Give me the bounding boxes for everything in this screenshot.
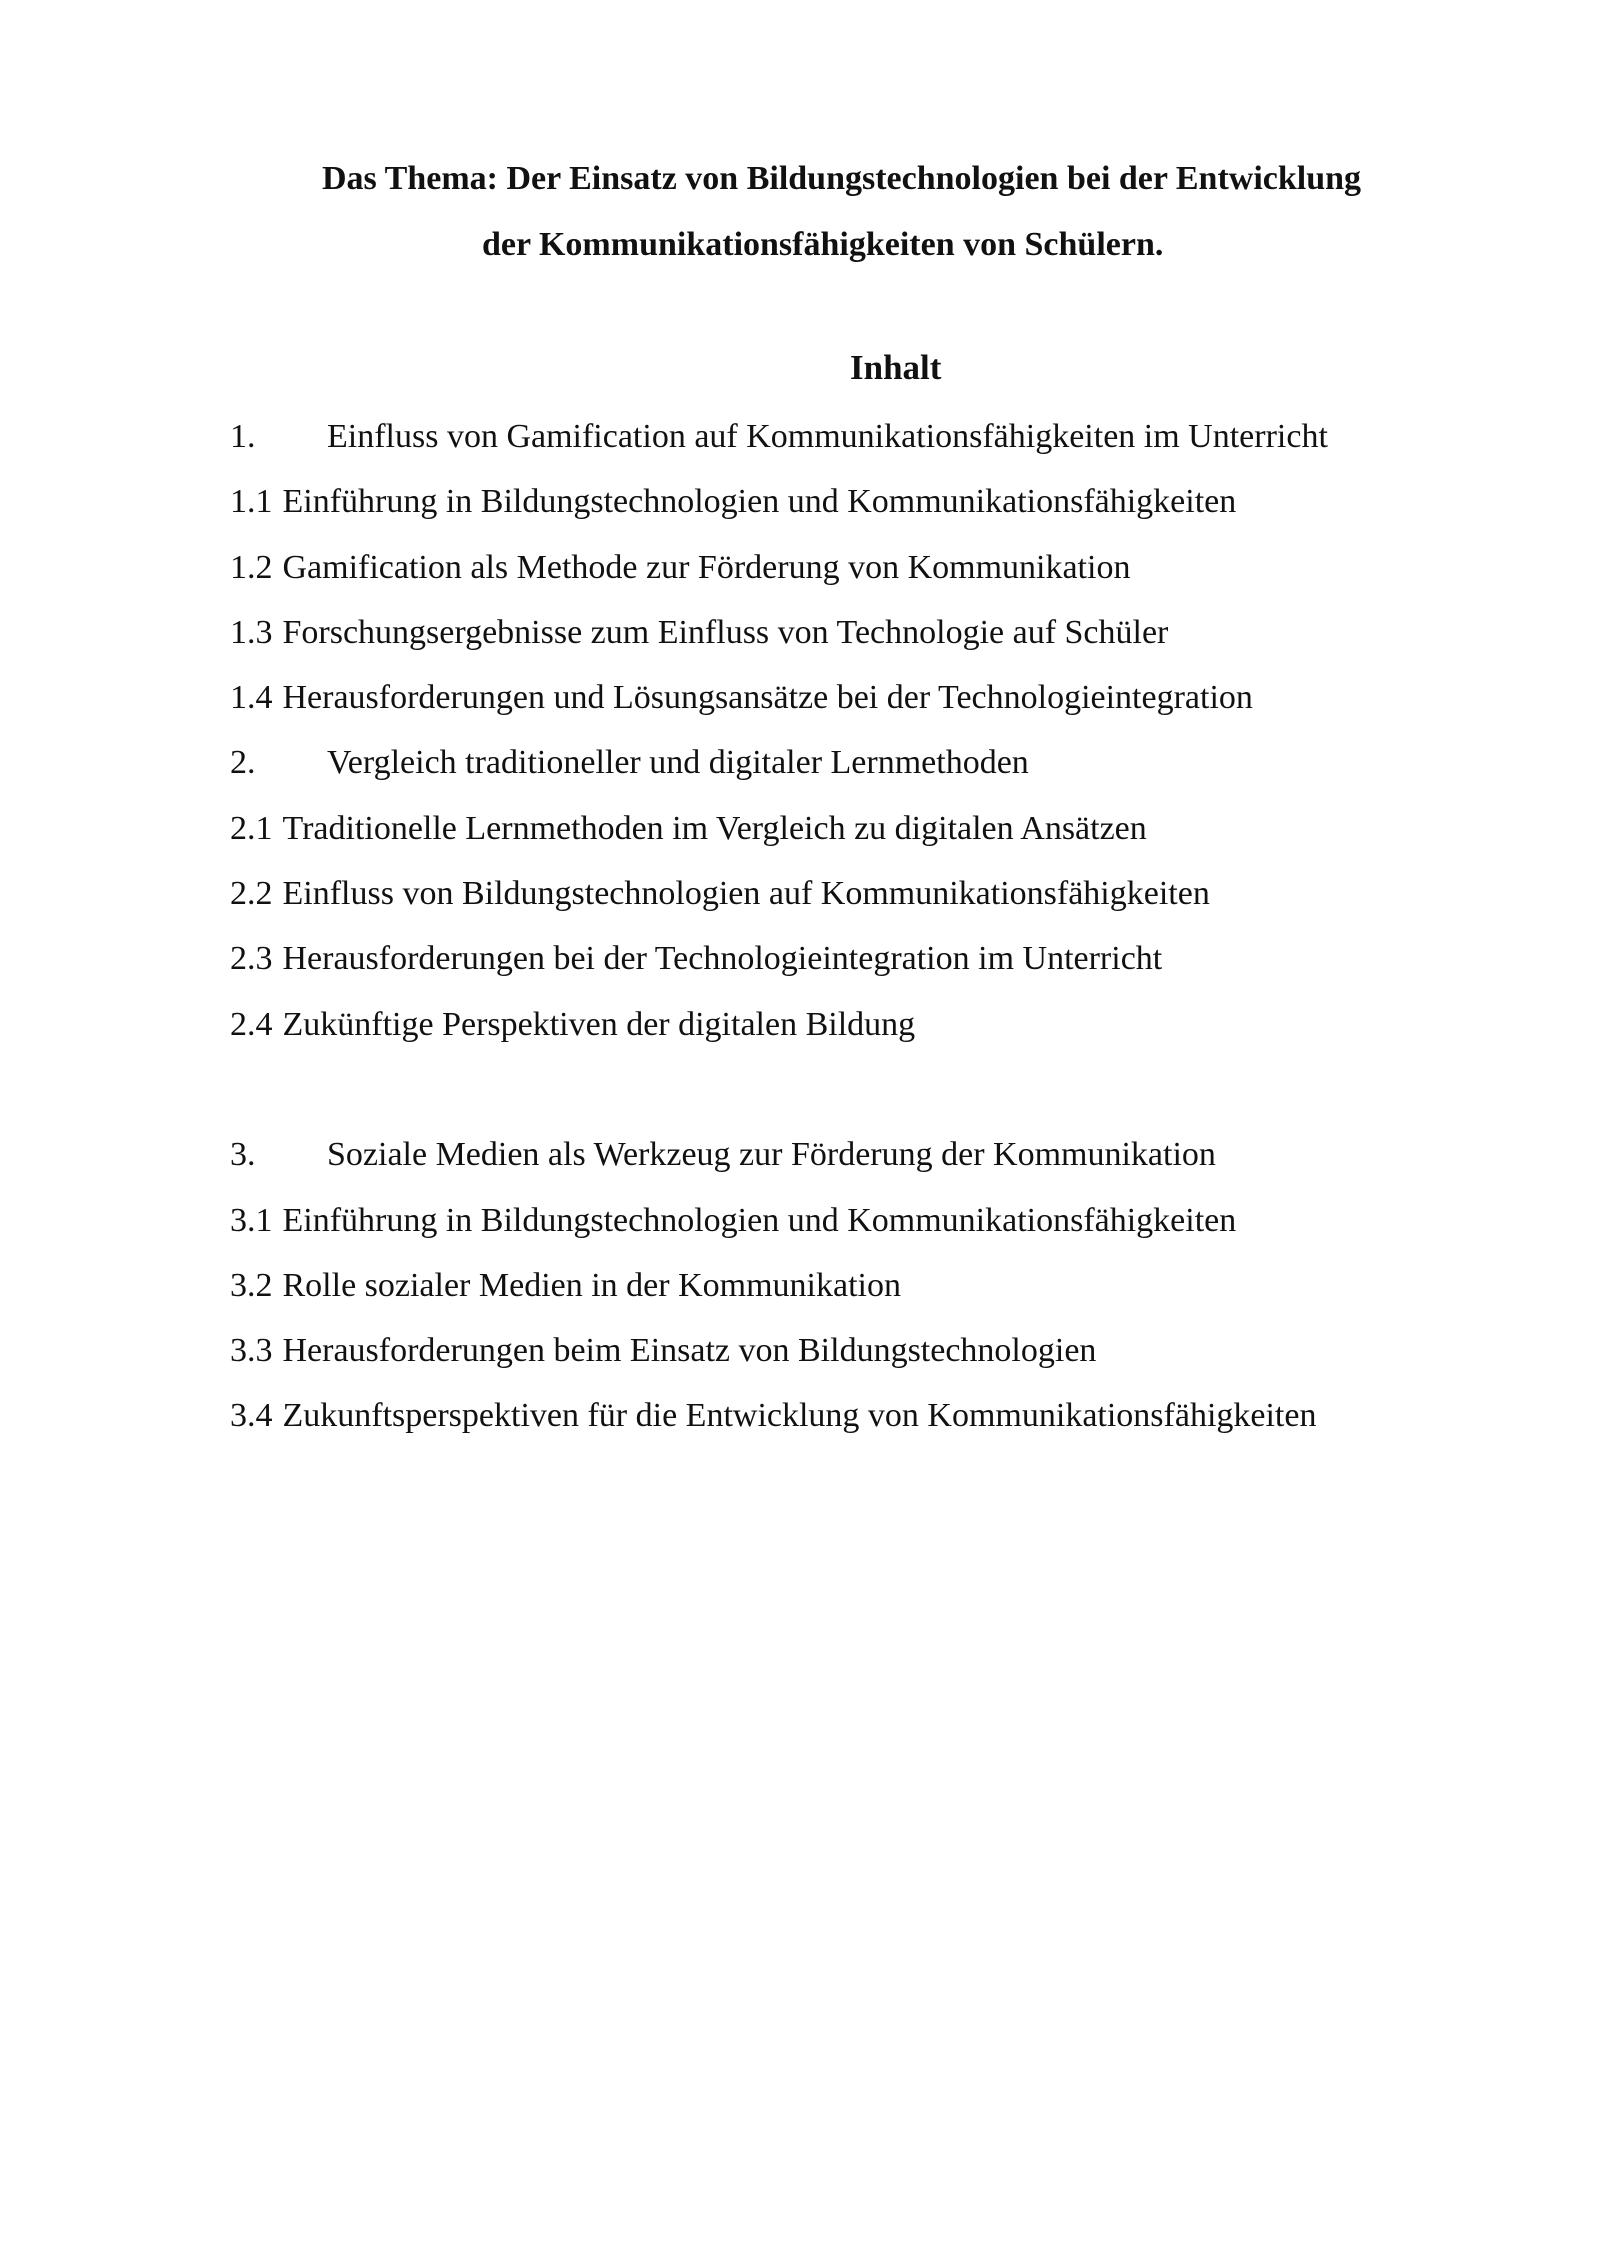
toc-section-1-2	[230, 535, 1550, 600]
toc-entry-text: Einfluss von Gamification auf Kommunikationsfähigkeiten im Unterricht	[327, 418, 1328, 455]
toc-entry-text: Einfluss von Bildungstechnologien auf Kommunikationsfähigkeiten	[282, 875, 1210, 913]
toc-section-3-2	[230, 1253, 1550, 1318]
toc-chapter-1	[230, 404, 1550, 469]
document-title	[230, 146, 1550, 278]
toc-entry-number: 3.4	[230, 1397, 273, 1435]
toc-section-1-3	[230, 600, 1550, 665]
toc-entry-text: Gamification als Methode zur Förderung von Kommunikation	[282, 548, 1131, 586]
toc-entry-number: 2.	[230, 744, 256, 782]
toc-section-2-3	[230, 926, 1550, 991]
toc-section-2-4	[230, 992, 1550, 1057]
toc-entry-number: 2.2	[230, 875, 273, 913]
toc-entry-text: Soziale Medien als Werkzeug zur Förderung der Kommunikation	[327, 1136, 1216, 1174]
toc-entry-number: 3.3	[230, 1332, 273, 1370]
toc-section-3-1	[230, 1188, 1550, 1253]
document-title-line-1: Das Thema: Der Einsatz von Bildungstechnologien bei der Entwicklung	[322, 160, 1362, 197]
toc-section-1-1	[230, 469, 1550, 534]
toc-entry-number: 2.3	[230, 940, 273, 978]
toc-entry-text: Rolle sozialer Medien in der Kommunikation	[282, 1266, 901, 1304]
toc-section-3-3	[230, 1318, 1550, 1383]
toc-entry-number: 1.2	[230, 548, 273, 586]
document-title-line-2: der Kommunikationsfähigkeiten von Schülern.	[482, 226, 1164, 263]
toc-entry-number: 3.1	[230, 1201, 273, 1239]
toc-entry-number: 1.1	[230, 483, 273, 521]
toc-chapter-3	[230, 1122, 1550, 1187]
toc-section-2-1	[230, 796, 1550, 861]
toc-section-2-2	[230, 861, 1550, 926]
toc-blank-line	[230, 1057, 1550, 1122]
toc-entry-text: Einführung in Bildungstechnologien und Kommunikationsfähigkeiten	[282, 483, 1237, 521]
toc-entry-text: Einführung in Bildungstechnologien und Kommunikationsfähigkeiten	[282, 1201, 1237, 1239]
toc-section-3-4	[230, 1383, 1550, 1448]
toc-chapter-2	[230, 730, 1550, 795]
toc-entry-text: Forschungsergebnisse zum Einfluss von Technologie auf Schüler	[282, 613, 1169, 651]
toc-entry-number: 3.2	[230, 1266, 273, 1304]
toc-entry-text: Vergleich traditioneller und digitaler Lernmethoden	[327, 744, 1029, 782]
toc-entry-text: Traditionelle Lernmethoden im Vergleich zu digitalen Ansätzen	[282, 809, 1147, 847]
toc-entry-number: 2.4	[230, 1005, 273, 1043]
toc-entry-text: Herausforderungen und Lösungsansätze bei der Technologieintegration	[282, 679, 1253, 717]
toc-entry-text: Herausforderungen bei der Technologieintegration im Unterricht	[282, 940, 1163, 978]
toc-entry-number: 1.3	[230, 613, 273, 651]
toc-entry-text: Herausforderungen beim Einsatz von Bildungstechnologien	[282, 1332, 1097, 1370]
toc-heading: Inhalt	[850, 348, 942, 387]
toc-entry-number: 1.	[230, 418, 256, 455]
toc-entry-text: Zukünftige Perspektiven der digitalen Bildung	[282, 1005, 916, 1043]
toc-entry-number: 3.	[230, 1136, 256, 1174]
toc-entry-number: 2.1	[230, 809, 273, 847]
table-of-contents	[230, 404, 1550, 1449]
toc-entry-number: 1.4	[230, 679, 273, 717]
toc-section-1-4	[230, 665, 1550, 730]
toc-entry-text: Zukunftsperspektiven für die Entwicklung von Kommunikationsfähigkeiten	[282, 1397, 1317, 1435]
